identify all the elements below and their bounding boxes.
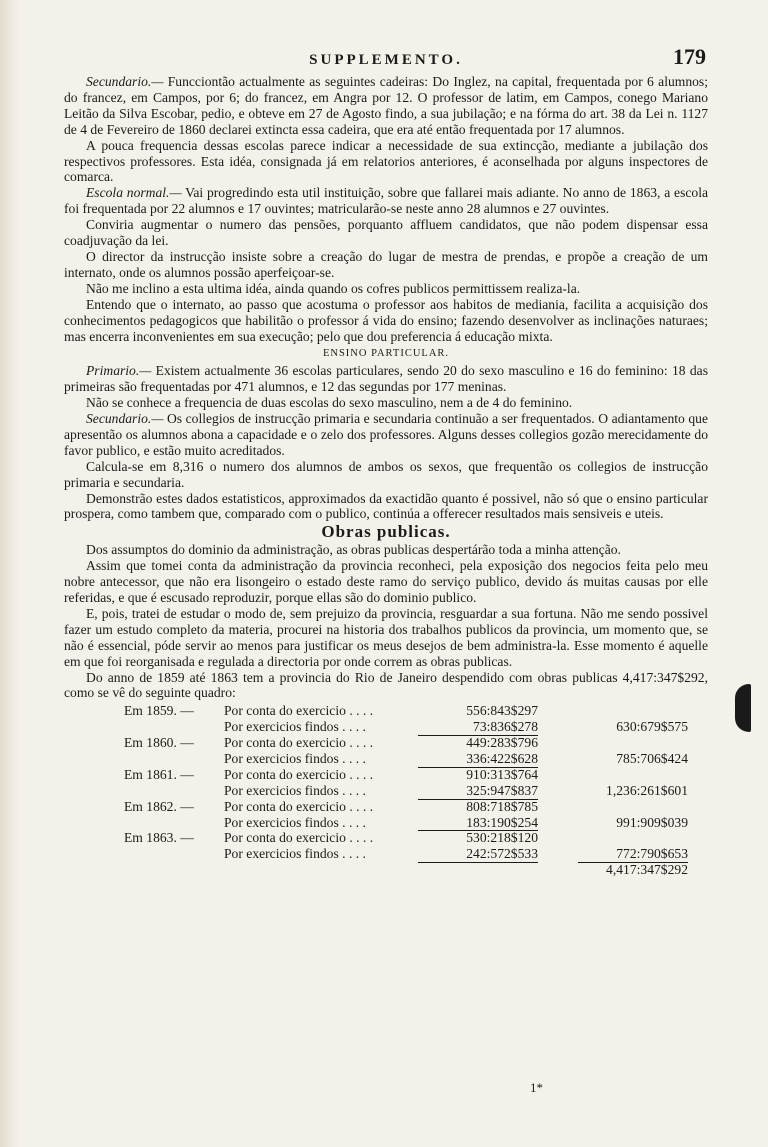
description-wrap [224,783,366,799]
description-wrap [224,735,373,751]
table-row [64,719,708,735]
public-instruction-paragraph [64,249,708,281]
description-wrap [224,751,366,767]
description-cell: Por conta do exercicio [224,766,346,782]
table-row [64,830,708,846]
subtotal-cell: 1,236:261$601 [606,782,688,798]
leader-dots: . . . . [345,766,374,782]
description-wrap [224,815,366,831]
description-wrap [224,799,373,815]
table-row [64,846,708,862]
amount-cell: 183:190$254 [418,815,538,832]
table-row [64,703,708,719]
paragraph-text: Assim que tomei conta da administração da provincia reconheci, pela exposição dos negocios feita pelo meu nobre antecessor, que não era lisongeiro o estado deste ramo do serviço publico, devido ás muitas causas por elle referidas, e que é escusado reproduzir, porque ellas são do dominio publico. [64,558,708,605]
private-instruction-paragraph [64,491,708,523]
paragraph-text: Funcciontão actualmente as seguintes cadeiras: Do Inglez, na capital, frequentada por 6 alumnos; do francez, em Campos, por 6; do francez, em Angra por 12. O professor de latim, em Campos, conego Mariano Leitão da Silva Escobar, pedio, e obteve em 27 de Agosto findo, a sua jubilação; e na fórma do art. 38 da Lei n. 1127 de 4 de Fevereiro de 1860 declarei extincta essa cadeira, que era até então frequentada por 17 alumnos. [64,74,708,137]
year-cell: Em 1861. — [124,766,194,782]
paragraph-text: Não me inclino a esta ultima idéa, ainda quando os cofres publicos permittissem realiza-la. [86,280,581,296]
subtotal-cell: 785:706$424 [616,751,688,767]
amount-cell: 336:422$628 [418,751,538,768]
grand-total: 4,417:347$292 [606,862,688,878]
paragraph-text: Existem actualmente 36 escolas particulares, sendo 20 do sexo masculino e 16 do feminino: 18 das primeiras são frequentadas por 471 alumnos, e 12 das segundas por 177 meninas. [64,363,708,395]
paragraph-lead: Secundario.— [86,74,164,89]
page-tab-marker [735,684,751,732]
table-row [64,783,708,799]
private-instruction-paragraph [64,411,708,459]
paragraph-text: Demonstrão estes dados estatisticos, approximados da exactidão quanto é possivel, não só que o ensino particular prospera, como tambem que, comparado com o publico, continúa a offerecer resultados mais sensiveis e uteis. [64,490,708,522]
description-cell: Por conta do exercicio [224,703,346,719]
year-cell: Em 1862. — [124,798,194,814]
amount-cell: 325:947$837 [418,783,538,800]
page-header [64,44,708,74]
subtotal-cell: 630:679$575 [616,719,688,735]
description-wrap [224,703,373,719]
public-instruction-paragraph [64,138,708,186]
leader-dots: . . . . [338,719,366,735]
paragraph-text: Do anno de 1859 até 1863 tem a provincia do Rio de Janeiro despendido com obras publicas 4,417:347$292, como se vê do seguinte quadro: [64,669,708,701]
private-instruction-paragraph [64,459,708,491]
signature-mark: 1* [530,1080,543,1095]
description-cell: Por exercicios findos [224,751,339,767]
amount-cell: 910:313$764 [466,766,538,782]
description-cell: Por conta do exercicio [224,735,346,751]
public-instruction-paragraph [64,281,708,297]
leader-dots: . . . . [338,751,366,767]
description-cell: Por exercicios findos [224,719,339,735]
subhead-ensino-particular: ENSINO PARTICULAR. [322,348,450,360]
amount-cell: 556:843$297 [466,703,538,719]
paragraph-text: A pouca frequencia dessas escolas parece indicar a necessidade de sua extincção, mediante a jubilação dos respectivos professores. Esta idéa, consignada já em relatorios anteriores, é aconselhada por alguns inspectores de comarca. [64,137,708,185]
year-cell: Em 1863. — [124,830,194,846]
paragraph-text: Entendo que o internato, ao passo que acostuma o professor aos habitos de mediania, facilita a acquisição dos conhecimentos pedagogicos que habilitão o professor á vida do ensino; fazendo desenvolver as inclinações naturaes; mas encerra inconvenientes em sua execução; pelo que dou preferencia á educação mixta. [64,296,708,344]
subtotal-cell: 991:909$039 [616,814,688,830]
table-row [64,799,708,815]
table-row [64,735,708,751]
description-wrap [224,846,366,862]
description-cell: Por exercicios findos [224,846,339,862]
description-cell: Por exercicios findos [224,782,339,798]
amount-cell: 530:218$120 [466,830,538,846]
paragraph-text: Dos assumptos do dominio da administração, as obras publicas despertárão toda a minha attenção. [86,542,621,558]
amount-cell: 242:572$533 [418,846,538,863]
public-instruction-paragraph [64,74,708,138]
page-number: 179 [673,44,706,69]
description-wrap [224,719,366,735]
paragraph-text: E, pois, tratei de estudar o modo de, sem prejuizo da provincia, resguardar a sua fortuna. Não me sendo possivel fazer um estudo completo da materia, procurei na historia dos trabalhos publicos da provincia, um momento que, se não é essencial, póde servir ao menos para justificar os meus desejos de bem administra-la. Esse momento é aquelle em que foi reorganisada e regulada a directoria por onde correm as obras publicas. [64,605,708,669]
paragraph-lead: Primario.— [86,363,152,379]
year-cell: Em 1859. — [124,703,194,719]
private-instruction-paragraph [64,395,708,411]
description-cell: Por conta do exercicio [224,830,346,846]
paragraph-text: Conviria augmentar o numero das pensões, porquanto affluem candidatos, que não podem dispensar essa coadjuvação da lei. [64,217,708,249]
table-row [64,767,708,783]
public-instruction-paragraph [64,297,708,345]
leader-dots: . . . . [345,703,374,719]
section-obras-publicas [64,542,708,701]
public-works-paragraph [64,606,708,670]
description-wrap [224,767,373,783]
table-total-row [64,862,708,878]
expenditure-table [64,703,708,878]
leader-dots: . . . . [345,735,374,751]
table-row [64,751,708,767]
subtotal-cell: 772:790$653 [578,846,688,863]
public-works-paragraph [64,542,708,558]
leader-dots: . . . . [338,782,366,798]
paragraph-lead: Secundario.— [86,411,164,427]
paragraph-text: Calcula-se em 8,316 o numero dos alumnos de ambos os sexos, que frequentão os collegios de instrucção primaria e secundaria. [64,458,708,490]
leader-dots: . . . . [338,846,366,862]
public-instruction-paragraph [64,185,708,217]
leader-dots: . . . . [338,814,366,830]
section-ensino-particular [64,363,708,522]
paragraph-lead: Escola normal.— [86,185,182,201]
private-instruction-paragraph [64,363,708,395]
public-works-paragraph [64,670,708,702]
paragraph-text: Não se conhece a frequencia de duas escolas do sexo masculino, nem a de 4 do feminino. [86,395,573,411]
description-cell: Por conta do exercicio [224,798,346,814]
paragraph-text: O director da instrucção insiste sobre a creação do lugar de mestra de prendas, e propõe a creação de um internato, onde os alumnos possão aperfeiçoar-se. [64,248,708,280]
year-cell: Em 1860. — [124,735,194,751]
description-cell: Por exercicios findos [224,814,339,830]
paragraph-text: Vai progredindo esta util instituição, sobre que fallarei mais adiante. No anno de 1863, a escola foi frequentada por 22 alumnos e 17 ouvintes; matricularão-se neste anno 28 alumnos e 27 ouvintes. [64,185,709,217]
amount-cell: 449:283$796 [466,735,538,751]
section-ensino-publico-tail [64,74,708,344]
section-title-obras-publicas: Obras publicas. [321,522,451,542]
amount-cell: 73:836$278 [418,719,538,736]
table-row [64,815,708,831]
public-works-paragraph [64,558,708,606]
leader-dots: . . . . [345,830,374,846]
public-instruction-paragraph [64,217,708,249]
running-title: SUPPLEMENTO. [309,52,463,68]
description-wrap [224,830,373,846]
body-text [64,74,708,701]
paragraph-text: Os collegios de instrucção primaria e secundaria continuão a ser frequentados. O adiantamento que apresentão os alumnos abona a capacidade e o zelo dos professores. Alguns desses collegios gozão merecidamente do favor publico, e estão muito acreditados. [64,411,708,458]
amount-cell: 808:718$785 [466,798,538,814]
leader-dots: . . . . [345,798,374,814]
